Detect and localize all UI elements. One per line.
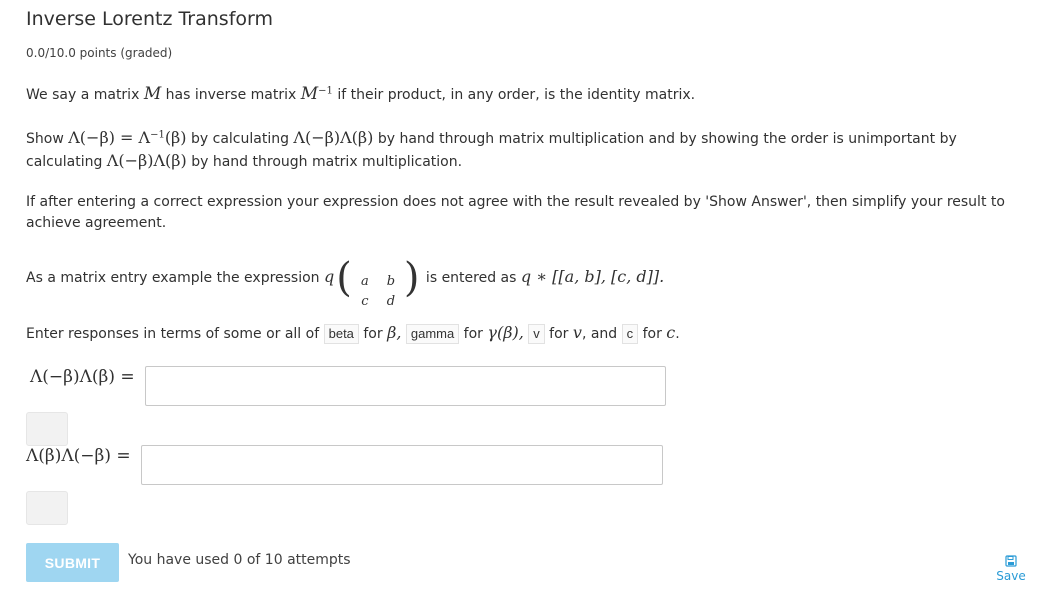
text: has inverse matrix bbox=[161, 87, 301, 103]
save-button[interactable] bbox=[994, 555, 1028, 583]
text: if their product, in any order, is the identity matrix. bbox=[332, 87, 696, 103]
paragraph-instructions bbox=[26, 127, 1016, 173]
left-paren: ( bbox=[336, 255, 352, 301]
paragraph-matrix-example bbox=[26, 253, 1016, 309]
text: achieve agreement. bbox=[26, 215, 167, 231]
paragraph-variables bbox=[26, 322, 1016, 345]
math-c: c bbox=[666, 323, 676, 342]
save-label: Save bbox=[996, 569, 1026, 583]
status-indicator-2 bbox=[26, 491, 68, 525]
text: As a matrix entry example the expression bbox=[26, 270, 325, 286]
text: If after entering a correct expression your expression does not agree with the result revealed by 'Show Answer', then simplify your result to bbox=[26, 194, 1005, 210]
right-paren: ) bbox=[403, 255, 420, 301]
text: by hand through matrix multiplication. bbox=[186, 154, 463, 170]
text: by hand through matrix multiplication and by showing the order is unimportant by bbox=[373, 131, 957, 147]
matrix-grid bbox=[352, 258, 404, 309]
math-superscript: −1 bbox=[318, 85, 333, 97]
code-v: v bbox=[528, 324, 545, 344]
save-icon bbox=[994, 555, 1028, 567]
matrix-entry: d bbox=[386, 294, 396, 309]
input-label-2: Λ(β)Λ(−β) = bbox=[26, 446, 131, 466]
math-expression: Λ(−β)Λ(β) bbox=[293, 128, 374, 147]
text: for bbox=[358, 326, 388, 342]
attempts-status: You have used 0 of 10 attempts bbox=[128, 552, 351, 568]
math-gamma: γ(β), bbox=[487, 323, 524, 342]
example-matrix bbox=[336, 254, 420, 309]
math-expression: (β) bbox=[164, 128, 187, 147]
text: for bbox=[459, 326, 488, 342]
status-indicator-1 bbox=[26, 412, 68, 446]
matrix-entry: a bbox=[360, 274, 369, 289]
code-beta: beta bbox=[324, 324, 359, 344]
submit-button[interactable]: SUBMIT bbox=[26, 543, 119, 582]
math-M-inverse: M bbox=[300, 84, 319, 104]
text: Show bbox=[26, 131, 69, 147]
matrix-entry: b bbox=[386, 274, 396, 289]
text: by calculating bbox=[186, 131, 294, 147]
math-v: v bbox=[572, 323, 582, 342]
math-entered-expression: q ∗ [[a, b], [c, d]]. bbox=[520, 267, 665, 286]
text: Enter responses in terms of some or all of bbox=[26, 326, 324, 342]
math-expression: Λ(−β)Λ(β) bbox=[106, 151, 187, 170]
paragraph-inverse-definition bbox=[26, 84, 1016, 106]
text: is entered as bbox=[421, 270, 521, 286]
math-superscript: −1 bbox=[150, 129, 165, 141]
text: for bbox=[638, 326, 667, 342]
points-status: 0.0/10.0 points (graded) bbox=[26, 46, 173, 60]
code-c: c bbox=[622, 324, 639, 344]
input-label-1: Λ(−β)Λ(β) = bbox=[30, 367, 135, 387]
math-q: q bbox=[324, 267, 335, 286]
math-beta: β, bbox=[387, 323, 402, 342]
text: , and bbox=[581, 326, 622, 342]
paragraph-show-answer-note bbox=[26, 192, 1016, 234]
text: for bbox=[544, 326, 573, 342]
math-M: M bbox=[143, 84, 162, 104]
problem-title: Inverse Lorentz Transform bbox=[26, 8, 273, 30]
answer-input-2[interactable] bbox=[141, 445, 663, 485]
math-expression: Λ(−β) = Λ bbox=[68, 128, 151, 147]
text: calculating bbox=[26, 154, 107, 170]
text: We say a matrix bbox=[26, 87, 144, 103]
answer-input-1[interactable] bbox=[145, 366, 666, 406]
matrix-entry: c bbox=[361, 294, 369, 309]
code-gamma: gamma bbox=[406, 324, 459, 344]
text: . bbox=[675, 326, 680, 342]
